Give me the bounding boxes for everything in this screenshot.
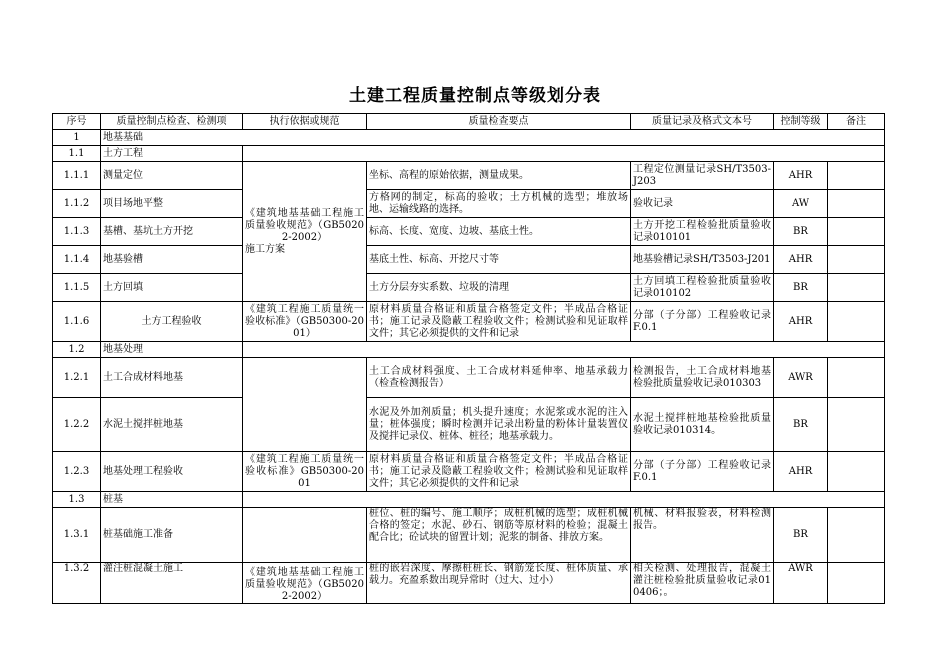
quality-control-table: [52, 113, 885, 604]
row-record: 机械、材料报验表，材料检测报告。: [631, 508, 774, 563]
row-level: BR: [774, 274, 828, 302]
row-record: 地基验槽记录SH/T3503-J201: [631, 246, 774, 274]
header-remarks: 备注: [828, 114, 885, 130]
section-row: [53, 492, 885, 508]
row-level: AW: [774, 190, 828, 218]
row-item: 灌注桩混凝土施工: [101, 563, 243, 604]
row-item: 土方回填: [101, 274, 243, 302]
row-points: 桩的嵌岩深度、摩擦桩桩长、钢筋笼长度、桩体质量、承载力。充盈系数出现异常时（过大、过小）: [367, 563, 631, 604]
row-remarks: [828, 563, 885, 604]
row-remarks: [828, 274, 885, 302]
section-name: 土方工程: [101, 146, 243, 162]
row-remarks: [828, 190, 885, 218]
table-row: [53, 218, 885, 246]
row-item: 地基验槽: [101, 246, 243, 274]
row-remarks: [828, 398, 885, 452]
row-points: 土工合成材料强度、土工合成材料延伸率、地基承载力（检查检测报告）: [367, 358, 631, 398]
empty-cell: [243, 342, 885, 358]
section-no: 1: [53, 130, 101, 146]
header-record: 质量记录及格式文本号: [631, 114, 774, 130]
row-no: 1.1.3: [53, 218, 101, 246]
row-item: 项目场地平整: [101, 190, 243, 218]
row-standard: 《建筑工程施工质量统一验收标准》GB50300-2001: [243, 452, 367, 492]
row-points: 桩位、桩的编号、施工顺序；成桩机械的选型；成桩机械合格的签定；水泥、砂石、钢筋等原材料的检验；混凝土配合比；砼试块的留置计划；泥浆的制备、排放方案。: [367, 508, 631, 563]
row-record: 土方回填工程检验批质量验收记录010102: [631, 274, 774, 302]
row-no: 1.1.1: [53, 162, 101, 190]
row-record: 验收记录: [631, 190, 774, 218]
row-no: 1.3.2: [53, 563, 101, 604]
section-row: [53, 130, 885, 146]
header-item: 质量控制点检查、检测项: [101, 114, 243, 130]
standard-text: 《建筑地基基础工程施工质量验收规范》（GB50202-2002）: [245, 207, 364, 243]
row-level: AWR: [774, 563, 828, 604]
section-no: 1.3: [53, 492, 101, 508]
row-item: 水泥土搅拌桩地基: [101, 398, 243, 452]
header-standard: 执行依据或规范: [243, 114, 367, 130]
table-row: [53, 508, 885, 563]
row-remarks: [828, 246, 885, 274]
header-points: 质量检查要点: [367, 114, 631, 130]
row-level: AHR: [774, 246, 828, 274]
table-row: [53, 162, 885, 190]
row-no: 1.1.6: [53, 302, 101, 342]
section-name: 地基基础: [101, 130, 885, 146]
row-level: AHR: [774, 302, 828, 342]
row-standard: [243, 508, 367, 563]
empty-cell: [243, 146, 885, 162]
row-standard: 《建筑地基基础工程施工质量验收规范》（GB50202-2002）: [243, 563, 367, 604]
row-points: 坐标、高程的原始依据，测量成果。: [367, 162, 631, 190]
table-row: [53, 452, 885, 492]
row-record: 分部（子分部）工程验收记录F.0.1: [631, 302, 774, 342]
section-row: [53, 146, 885, 162]
table-row: [53, 190, 885, 218]
row-points: 标高、长度、宽度、边坡、基底土性。: [367, 218, 631, 246]
row-remarks: [828, 358, 885, 398]
row-remarks: [828, 302, 885, 342]
row-standard: 《建筑工程施工质量统一验收标准》（GB50300-2001）: [243, 302, 367, 342]
row-no: 1.1.5: [53, 274, 101, 302]
row-record: 分部（子分部）工程验收记录F.0.1: [631, 452, 774, 492]
row-level: BR: [774, 218, 828, 246]
row-level: AWR: [774, 358, 828, 398]
table-row: [53, 563, 885, 604]
row-item: 地基处理工程验收: [101, 452, 243, 492]
page-title: 土建工程质量控制点等级划分表: [349, 86, 601, 106]
row-item: 土工合成材料地基: [101, 358, 243, 398]
row-no: 1.1.2: [53, 190, 101, 218]
section-name: 桩基: [101, 492, 243, 508]
row-no: 1.2.3: [53, 452, 101, 492]
section-no: 1.1: [53, 146, 101, 162]
row-level: BR: [774, 508, 828, 563]
section-row: [53, 342, 885, 358]
row-item: 土方工程验收: [101, 302, 243, 342]
standard-text: 施工方案: [245, 243, 285, 255]
row-no: 1.3.1: [53, 508, 101, 563]
table-row: [53, 302, 885, 342]
row-no: 1.2.2: [53, 398, 101, 452]
row-points: 水泥及外加剂质量；机头提升速度；水泥浆或水泥的注入量；桩体强度；瞬时检测并记录出粉量的粉体计量装置仪及搅拌记录仪、桩体、桩径；地基承载力。: [367, 398, 631, 452]
row-points: 方格网的制定，标高的验收；土方机械的选型；堆放场地、运输线路的选择。: [367, 190, 631, 218]
row-no: 1.2.1: [53, 358, 101, 398]
row-item: 测量定位: [101, 162, 243, 190]
row-remarks: [828, 162, 885, 190]
row-remarks: [828, 508, 885, 563]
row-record: 工程定位测量记录SH/T3503-J203: [631, 162, 774, 190]
row-record: 相关检测、处理报告，混凝土灌注桩检验批质量验收记录010406；。: [631, 563, 774, 604]
row-record: 土方开挖工程检验批质量验收记录010101: [631, 218, 774, 246]
row-level: AHR: [774, 162, 828, 190]
row-points: 土方分层夯实系数、垃圾的清理: [367, 274, 631, 302]
row-standard: [243, 358, 367, 452]
table-row: [53, 246, 885, 274]
row-points: 原材料质量合格证和质量合格签定文件；半成品合格证书；施工记录及隐蔽工程验收文件；检测试验和见证取样文件；其它必须提供的文件和记录: [367, 452, 631, 492]
row-no: 1.1.4: [53, 246, 101, 274]
header-level: 控制等级: [774, 114, 828, 130]
section-no: 1.2: [53, 342, 101, 358]
row-points: 基底土性、标高、开挖尺寸等: [367, 246, 631, 274]
row-remarks: [828, 452, 885, 492]
row-remarks: [828, 218, 885, 246]
row-record: 检测报告，土工合成材料地基检验批质量验收记录010303: [631, 358, 774, 398]
row-level: AHR: [774, 452, 828, 492]
row-level: BR: [774, 398, 828, 452]
header-no: 序号: [53, 114, 101, 130]
section-name: 地基处理: [101, 342, 243, 358]
row-standard: [243, 162, 367, 302]
row-points: 原材料质量合格证和质量合格签定文件；半成品合格证书；施工记录及隐蔽工程验收文件；检测试验和见证取样文件；其它必须提供的文件和记录: [367, 302, 631, 342]
table-row: [53, 358, 885, 398]
table-header-row: [53, 114, 885, 130]
row-item: 基槽、基坑土方开挖: [101, 218, 243, 246]
row-record: 水泥土搅拌桩地基检验批质量验收记录010314。: [631, 398, 774, 452]
table-row: [53, 274, 885, 302]
table-row: [53, 398, 885, 452]
row-item: 桩基础施工准备: [101, 508, 243, 563]
empty-cell: [243, 492, 885, 508]
